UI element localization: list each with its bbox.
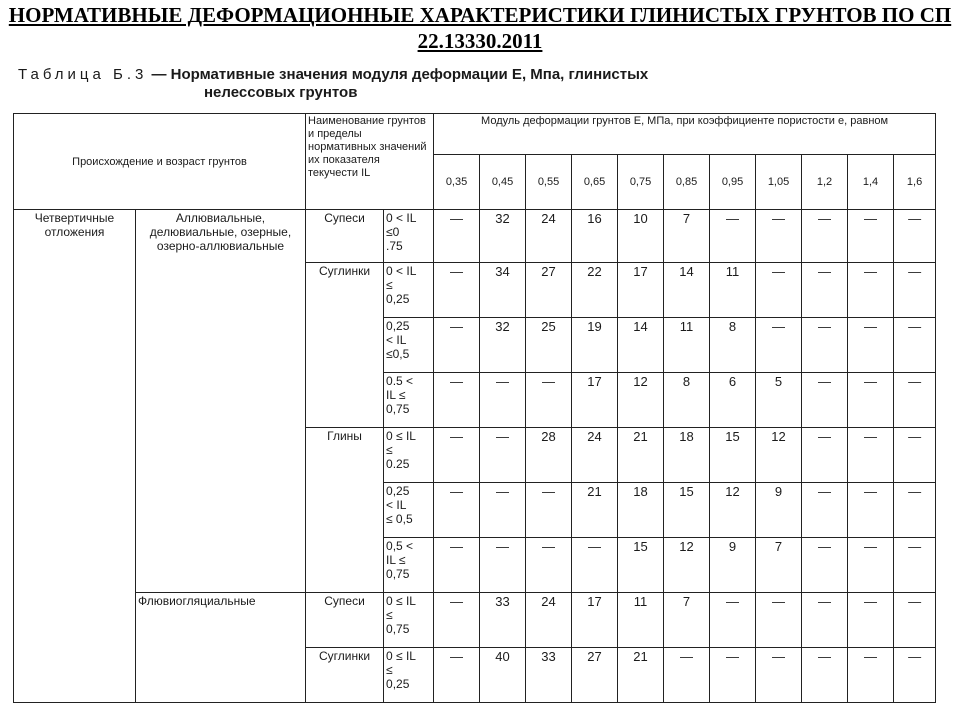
value-cell: 15 (664, 483, 710, 538)
value-cell: 9 (756, 483, 802, 538)
coef-header: 0,55 (526, 155, 572, 210)
value-cell: — (848, 593, 894, 648)
value-cell: — (526, 373, 572, 428)
value-cell: — (710, 648, 756, 703)
value-cell: 18 (664, 428, 710, 483)
table-row (14, 210, 936, 263)
value-cell: — (434, 373, 480, 428)
value-cell: — (894, 373, 936, 428)
value-cell: 17 (572, 373, 618, 428)
value-cell: — (802, 538, 848, 593)
value-cell: 16 (572, 210, 618, 263)
value-cell: 32 (480, 210, 526, 263)
value-cell: 34 (480, 263, 526, 318)
value-cell: — (848, 263, 894, 318)
value-cell: — (434, 648, 480, 703)
coef-header: 0,45 (480, 155, 526, 210)
header-modulus: Модуль деформации грунтов Е, МПа, при коэффициенте пористости е, равном (434, 114, 936, 155)
value-cell: — (802, 483, 848, 538)
value-cell: — (756, 318, 802, 373)
value-cell: — (756, 210, 802, 263)
value-cell: — (848, 210, 894, 263)
value-cell: 27 (572, 648, 618, 703)
value-cell: 21 (618, 428, 664, 483)
value-cell: — (894, 593, 936, 648)
value-cell: — (756, 593, 802, 648)
coef-header: 0,85 (664, 155, 710, 210)
coef-header: 1,2 (802, 155, 848, 210)
table-caption (18, 66, 948, 102)
value-cell: 40 (480, 648, 526, 703)
soil-name: Супеси (306, 210, 384, 263)
value-cell: — (572, 538, 618, 593)
il-range: 0 ≤ IL ≤ 0,25 (384, 648, 434, 703)
value-cell: 24 (526, 593, 572, 648)
value-cell: — (434, 428, 480, 483)
value-cell: 33 (526, 648, 572, 703)
value-cell: 14 (618, 318, 664, 373)
value-cell: 24 (572, 428, 618, 483)
value-cell: 17 (618, 263, 664, 318)
value-cell: 11 (710, 263, 756, 318)
value-cell: 25 (526, 318, 572, 373)
value-cell: — (848, 373, 894, 428)
value-cell: 19 (572, 318, 618, 373)
coef-header: 0,35 (434, 155, 480, 210)
value-cell: — (480, 373, 526, 428)
value-cell: 32 (480, 318, 526, 373)
value-cell: — (848, 648, 894, 703)
il-range: 0 < IL ≤ 0,25 (384, 263, 434, 318)
value-cell: 12 (664, 538, 710, 593)
value-cell: — (434, 483, 480, 538)
value-cell: — (802, 593, 848, 648)
value-cell: 15 (618, 538, 664, 593)
value-cell: 12 (756, 428, 802, 483)
value-cell: 7 (664, 210, 710, 263)
coef-header: 0,75 (618, 155, 664, 210)
table-label: Таблица Б.3 (18, 66, 148, 83)
il-range: 0 ≤ IL ≤ 0,75 (384, 593, 434, 648)
value-cell: — (434, 593, 480, 648)
value-cell: 7 (756, 538, 802, 593)
value-cell: — (894, 648, 936, 703)
value-cell: 12 (618, 373, 664, 428)
value-cell: — (848, 538, 894, 593)
value-cell: — (848, 428, 894, 483)
value-cell: — (526, 538, 572, 593)
value-cell: — (710, 593, 756, 648)
soil-name: Суглинки (306, 648, 384, 703)
value-cell: — (526, 483, 572, 538)
value-cell: — (802, 263, 848, 318)
value-cell: — (802, 648, 848, 703)
coef-header: 0,65 (572, 155, 618, 210)
value-cell: — (802, 318, 848, 373)
value-cell: 11 (664, 318, 710, 373)
value-cell: 18 (618, 483, 664, 538)
deformation-modulus-table (13, 113, 936, 703)
value-cell: 22 (572, 263, 618, 318)
soil-name: Глины (306, 428, 384, 593)
value-cell: 21 (618, 648, 664, 703)
il-range: 0.5 < IL ≤ 0,75 (384, 373, 434, 428)
value-cell: 5 (756, 373, 802, 428)
value-cell: 12 (710, 483, 756, 538)
coef-header: 1,4 (848, 155, 894, 210)
page-title: НОРМАТИВНЫЕ ДЕФОРМАЦИОННЫЕ ХАРАКТЕРИСТИКИ ГЛИНИСТЫХ ГРУНТОВ ПО СП 22.13330.2011 (8, 3, 952, 53)
value-cell: — (894, 428, 936, 483)
value-cell: 9 (710, 538, 756, 593)
table-row (14, 593, 936, 648)
value-cell: — (894, 318, 936, 373)
header-soil-name: Наименование грунтов и пределы нормативных значений их показателя текучести IL (306, 114, 434, 210)
value-cell: — (802, 373, 848, 428)
header-origin: Происхождение и возраст грунтов (14, 114, 306, 210)
value-cell: 28 (526, 428, 572, 483)
value-cell: — (756, 263, 802, 318)
value-cell: — (480, 483, 526, 538)
value-cell: 24 (526, 210, 572, 263)
value-cell: — (848, 318, 894, 373)
genesis-fluvioglacial: Флювиогляциальные (136, 593, 306, 703)
value-cell: 14 (664, 263, 710, 318)
value-cell: 15 (710, 428, 756, 483)
value-cell: — (848, 483, 894, 538)
coef-header: 1,05 (756, 155, 802, 210)
soil-name: Суглинки (306, 263, 384, 428)
value-cell: 8 (710, 318, 756, 373)
value-cell: 7 (664, 593, 710, 648)
il-range: 0,25 < IL ≤ 0,5 (384, 483, 434, 538)
coef-header: 0,95 (710, 155, 756, 210)
value-cell: 10 (618, 210, 664, 263)
value-cell: — (664, 648, 710, 703)
value-cell: — (894, 538, 936, 593)
value-cell: — (480, 538, 526, 593)
value-cell: 21 (572, 483, 618, 538)
value-cell: — (894, 210, 936, 263)
il-range: 0,5 < IL ≤ 0,75 (384, 538, 434, 593)
value-cell: 8 (664, 373, 710, 428)
il-range: 0 ≤ IL ≤ 0.25 (384, 428, 434, 483)
value-cell: 11 (618, 593, 664, 648)
value-cell: — (756, 648, 802, 703)
value-cell: — (434, 318, 480, 373)
value-cell: — (434, 263, 480, 318)
value-cell: — (434, 210, 480, 263)
coef-header: 1,6 (894, 155, 936, 210)
table-caption-line2: нелессовых грунтов (204, 84, 358, 101)
il-range: 0,25 < IL ≤0,5 (384, 318, 434, 373)
value-cell: — (710, 210, 756, 263)
value-cell: — (894, 483, 936, 538)
soil-name: Супеси (306, 593, 384, 648)
table-caption-text: — Нормативные значения модуля деформации Е, Мпа, глинистых (147, 66, 649, 83)
value-cell: — (802, 210, 848, 263)
value-cell: 17 (572, 593, 618, 648)
value-cell: — (802, 428, 848, 483)
value-cell: 33 (480, 593, 526, 648)
il-range: 0 < IL ≤0 .75 (384, 210, 434, 263)
value-cell: — (894, 263, 936, 318)
value-cell: 27 (526, 263, 572, 318)
value-cell: 6 (710, 373, 756, 428)
value-cell: — (434, 538, 480, 593)
value-cell: — (480, 428, 526, 483)
genesis-alluvial: Аллювиальные, делювиальные, озерные, озерно-аллювиальные (136, 210, 306, 593)
origin-cell: Четвертичные отложения (14, 210, 136, 703)
